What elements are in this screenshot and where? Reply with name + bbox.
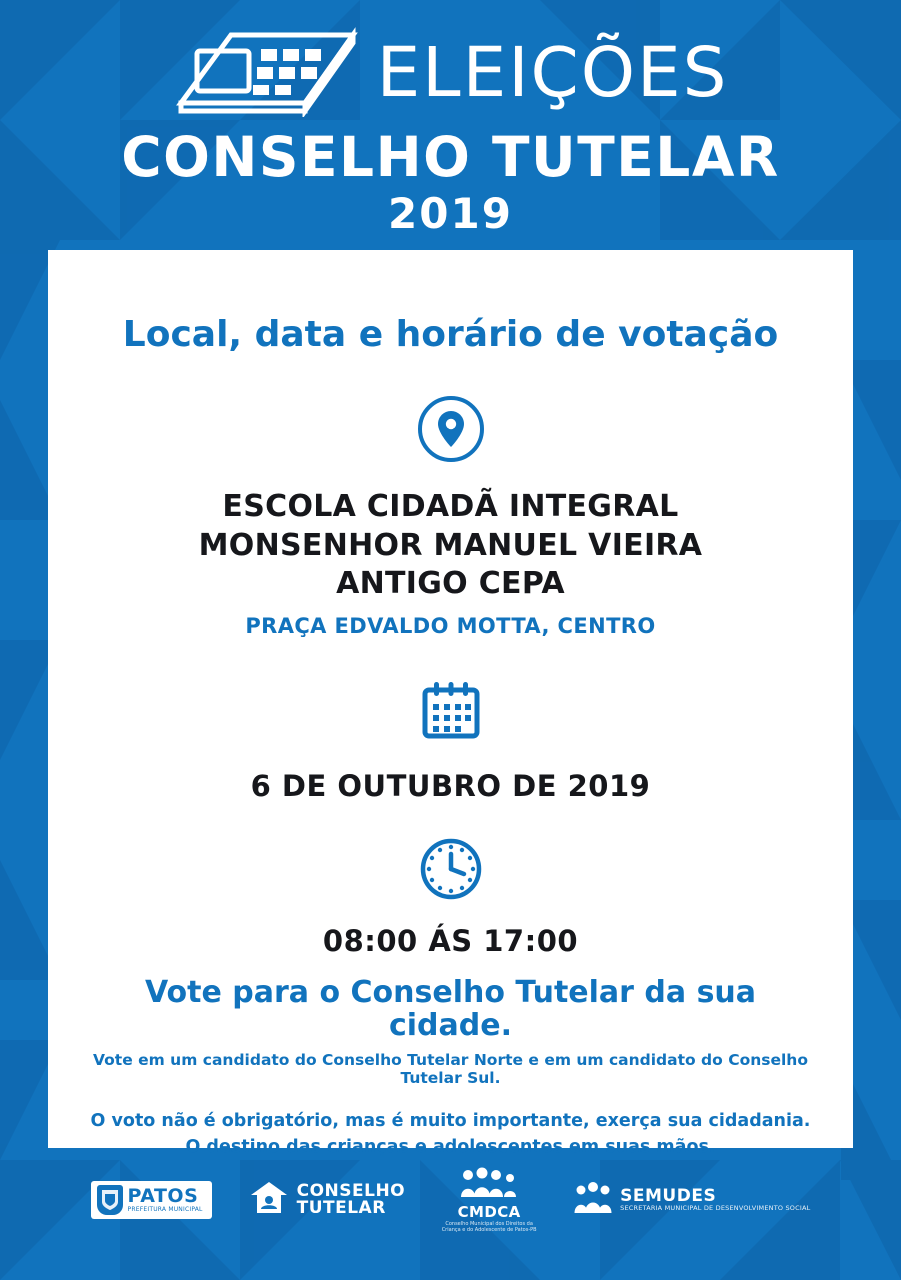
content-card	[48, 250, 853, 1157]
logo-cmdca-name: CMDCA	[457, 1202, 521, 1221]
venue-name-line2: MONSENHOR MANUEL VIEIRA	[198, 527, 703, 563]
logo-conselho-tutelar-text	[296, 1180, 406, 1218]
logo-conselho-tutelar	[248, 1178, 406, 1223]
header-title-row	[173, 26, 729, 120]
poster-header	[0, 0, 901, 250]
location-icon-block	[417, 395, 485, 468]
house-hands-icon	[248, 1178, 290, 1223]
header-title-eleicoes: ELEIÇÕES	[376, 32, 729, 113]
cta-main: Vote para o Conselho Tutelar da sua cidade.	[144, 974, 757, 1043]
time-icon-block	[419, 837, 483, 906]
page-title: Local, data e horário de votação	[122, 314, 779, 355]
people-icon	[573, 1181, 613, 1220]
map-pin-icon	[417, 395, 485, 468]
footer-logos	[0, 1148, 901, 1280]
logo-semudes	[573, 1181, 810, 1220]
venue-address: PRAÇA EDVALDO MOTTA, CENTRO	[245, 613, 656, 638]
logo-patos-box	[91, 1181, 212, 1219]
venue-name-line1: ESCOLA CIDADÃ INTEGRAL	[222, 489, 679, 525]
logo-conselho-tutelar-line1: CONSELHO	[296, 1180, 406, 1201]
logo-patos-text	[128, 1187, 203, 1212]
logo-semudes-name: SEMUDES	[620, 1186, 717, 1207]
cta-sub: Vote em um candidato do Conselho Tutelar Norte e em um candidato do Conselho Tutelar Sul.	[93, 1050, 808, 1088]
family-group-icon	[458, 1167, 520, 1202]
logo-patos	[91, 1181, 212, 1219]
calendar-icon	[419, 678, 483, 747]
logo-semudes-text	[620, 1188, 810, 1212]
logo-patos-subtitle: PREFEITURA MUNICIPAL	[127, 1205, 203, 1213]
logo-conselho-tutelar-line2: TUTELAR	[296, 1198, 386, 1218]
clock-icon	[419, 837, 483, 906]
city-crest-icon	[97, 1185, 123, 1215]
header-year: 2019	[388, 189, 513, 238]
logo-cmdca	[441, 1167, 537, 1234]
header-title-conselho-tutelar: CONSELHO TUTELAR	[121, 125, 780, 189]
ballot-box-icon	[173, 25, 363, 122]
cta-note-line1: O voto não é obrigatório, mas é muito importante, exerça sua cidadania.	[90, 1110, 811, 1131]
cta-note-line2: O destino das crianças e adolescentes em suas mãos.	[185, 1137, 716, 1157]
election-time: 08:00 ÁS 17:00	[322, 923, 579, 958]
cta-note	[91, 1108, 811, 1161]
venue-name-line3: ANTIGO CEPA	[336, 566, 565, 602]
venue-name	[199, 488, 703, 603]
election-date: 6 DE OUTUBRO DE 2019	[250, 768, 651, 803]
logo-patos-name: PATOS	[127, 1185, 199, 1208]
logo-cmdca-subtitle: Conselho Municipal dos Direitos da Criança e do Adolescente de Patos-PB	[441, 1220, 537, 1233]
logo-semudes-subtitle: SECRETARIA MUNICIPAL DE DESENVOLVIMENTO SOCIAL	[620, 1204, 811, 1213]
date-icon-block	[419, 678, 483, 747]
